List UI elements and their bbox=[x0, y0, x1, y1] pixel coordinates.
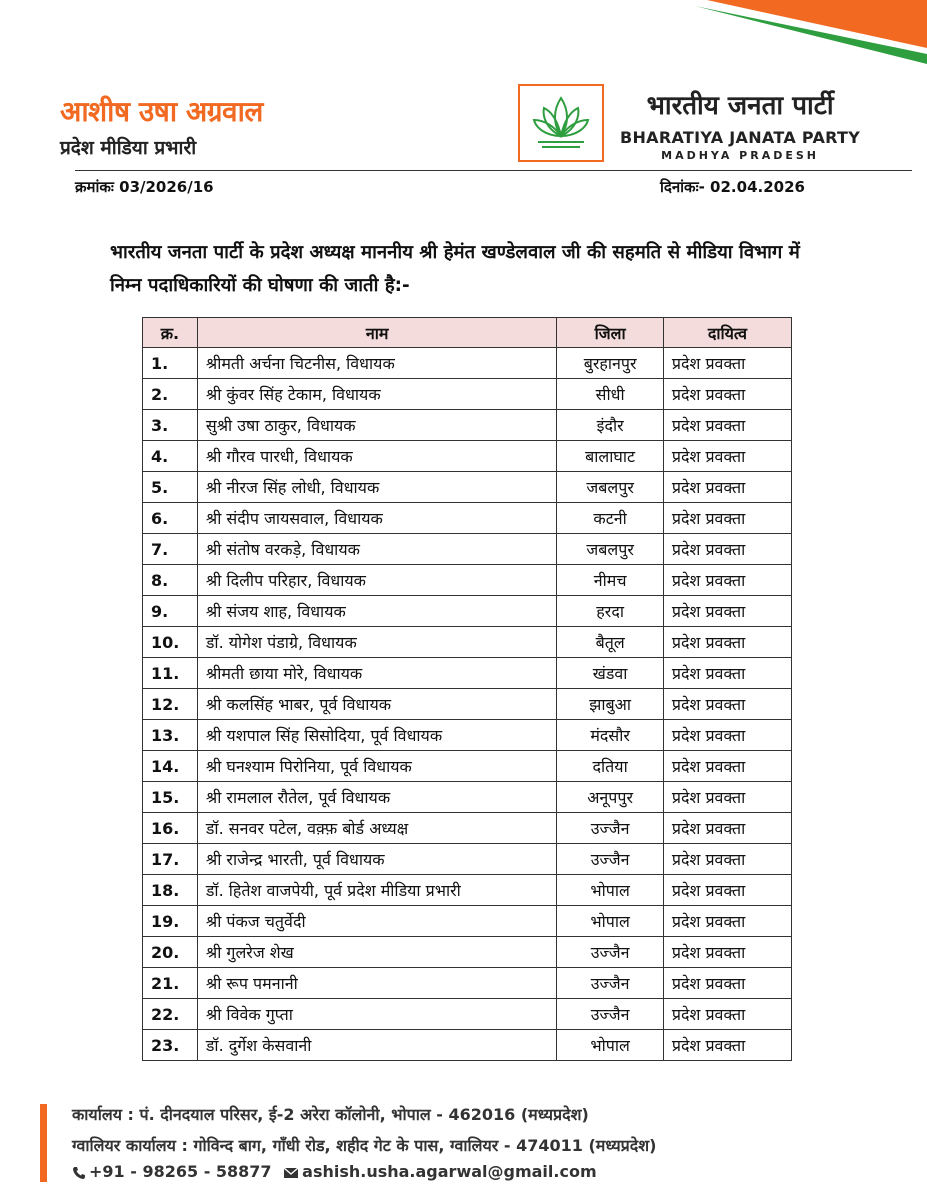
table-row bbox=[143, 441, 792, 472]
row-role: प्रदेश प्रवक्ता bbox=[663, 782, 791, 813]
party-name-hindi: भारतीय जनता पार्टी bbox=[646, 91, 834, 121]
row-name: श्रीमती छाया मोरे, विधायक bbox=[197, 658, 556, 689]
row-serial: 6. bbox=[143, 503, 198, 534]
row-district: उज्जैन bbox=[557, 999, 664, 1030]
table-row bbox=[143, 348, 792, 379]
row-name: श्री संदीप जायसवाल, विधायक bbox=[197, 503, 556, 534]
office-address: कार्यालय : पं. दीनदयाल परिसर, ई-2 अरेरा कॉलोनी, भोपाल - 462016 (मध्यप्रदेश) bbox=[72, 1105, 589, 1124]
row-serial: 1. bbox=[143, 348, 198, 379]
row-name: डॉ. हितेश वाजपेयी, पूर्व प्रदेश मीडिया प्रभारी bbox=[197, 875, 556, 906]
column-header-name: नाम bbox=[197, 318, 556, 348]
appointees-table bbox=[142, 317, 792, 1061]
row-district: कटनी bbox=[557, 503, 664, 534]
row-name: श्री रामलाल रौतेल, पूर्व विधायक bbox=[197, 782, 556, 813]
row-district: दतिया bbox=[557, 751, 664, 782]
row-role: प्रदेश प्रवक्ता bbox=[663, 844, 791, 875]
row-serial: 3. bbox=[143, 410, 198, 441]
table-row bbox=[143, 534, 792, 565]
row-role: प्रदेश प्रवक्ता bbox=[663, 410, 791, 441]
column-header-district: जिला bbox=[557, 318, 664, 348]
table-row bbox=[143, 968, 792, 999]
row-name: श्री गौरव पारधी, विधायक bbox=[197, 441, 556, 472]
row-district: मंदसौर bbox=[557, 720, 664, 751]
row-district: जबलपुर bbox=[557, 534, 664, 565]
row-serial: 15. bbox=[143, 782, 198, 813]
row-district: नीमच bbox=[557, 565, 664, 596]
row-role: प्रदेश प्रवक्ता bbox=[663, 503, 791, 534]
row-role: प्रदेश प्रवक्ता bbox=[663, 1030, 791, 1061]
column-header-role: दायित्व bbox=[663, 318, 791, 348]
row-serial: 22. bbox=[143, 999, 198, 1030]
party-state: MADHYA PRADESH bbox=[661, 149, 819, 162]
row-district: खंडवा bbox=[557, 658, 664, 689]
table-row bbox=[143, 720, 792, 751]
row-district: बालाघाट bbox=[557, 441, 664, 472]
row-serial: 23. bbox=[143, 1030, 198, 1061]
row-role: प्रदेश प्रवक्ता bbox=[663, 348, 791, 379]
row-district: उज्जैन bbox=[557, 968, 664, 999]
row-serial: 10. bbox=[143, 627, 198, 658]
intro-paragraph: भारतीय जनता पार्टी के प्रदेश अध्यक्ष माननीय श्री हेमंत खण्डेलवाल जी की सहमति से मीडिया विभाग में निम्न पदाधिकारियों की घोषणा की जाती है:- bbox=[110, 242, 800, 296]
row-district: भोपाल bbox=[557, 875, 664, 906]
row-serial: 7. bbox=[143, 534, 198, 565]
row-name: श्री संतोष वरकड़े, विधायक bbox=[197, 534, 556, 565]
phone-icon bbox=[72, 1166, 86, 1180]
row-role: प्रदेश प्रवक्ता bbox=[663, 596, 791, 627]
row-name: सुश्री उषा ठाकुर, विधायक bbox=[197, 410, 556, 441]
row-serial: 16. bbox=[143, 813, 198, 844]
row-role: प्रदेश प्रवक्ता bbox=[663, 441, 791, 472]
row-name: श्री पंकज चतुर्वेदी bbox=[197, 906, 556, 937]
row-serial: 21. bbox=[143, 968, 198, 999]
row-serial: 17. bbox=[143, 844, 198, 875]
row-district: बुरहानपुर bbox=[557, 348, 664, 379]
row-role: प्रदेश प्रवक्ता bbox=[663, 751, 791, 782]
row-district: इंदौर bbox=[557, 410, 664, 441]
row-name: श्री कुंवर सिंह टेकाम, विधायक bbox=[197, 379, 556, 410]
reference-line bbox=[75, 170, 912, 201]
row-district: उज्जैन bbox=[557, 937, 664, 968]
table-row bbox=[143, 596, 792, 627]
row-name: श्री संजय शाह, विधायक bbox=[197, 596, 556, 627]
column-header-serial: क्र. bbox=[143, 318, 198, 348]
reference-date: दिनांकः- 02.04.2026 bbox=[660, 178, 805, 196]
table-row bbox=[143, 813, 792, 844]
table-row bbox=[143, 875, 792, 906]
sender-name: आशीष उषा अग्रवाल bbox=[60, 95, 263, 128]
row-district: उज्जैन bbox=[557, 813, 664, 844]
row-serial: 19. bbox=[143, 906, 198, 937]
table-row bbox=[143, 627, 792, 658]
table-row bbox=[143, 565, 792, 596]
row-serial: 20. bbox=[143, 937, 198, 968]
row-name: डॉ. सनवर पटेल, वक़्फ़ बोर्ड अध्यक्ष bbox=[197, 813, 556, 844]
row-serial: 2. bbox=[143, 379, 198, 410]
footer-accent-bar bbox=[40, 1104, 47, 1182]
row-name: श्रीमती अर्चना चिटनीस, विधायक bbox=[197, 348, 556, 379]
row-name: श्री कलसिंह भाबर, पूर्व विधायक bbox=[197, 689, 556, 720]
row-name: श्री रूप पमनानी bbox=[197, 968, 556, 999]
table-row bbox=[143, 472, 792, 503]
table-row bbox=[143, 658, 792, 689]
row-serial: 8. bbox=[143, 565, 198, 596]
row-name: श्री विवेक गुप्ता bbox=[197, 999, 556, 1030]
row-district: सीधी bbox=[557, 379, 664, 410]
table-header-row bbox=[143, 318, 792, 348]
row-role: प्रदेश प्रवक्ता bbox=[663, 937, 791, 968]
row-district: भोपाल bbox=[557, 1030, 664, 1061]
row-role: प्रदेश प्रवक्ता bbox=[663, 720, 791, 751]
table-row bbox=[143, 503, 792, 534]
row-role: प्रदेश प्रवक्ता bbox=[663, 565, 791, 596]
row-role: प्रदेश प्रवक्ता bbox=[663, 689, 791, 720]
row-serial: 9. bbox=[143, 596, 198, 627]
row-district: हरदा bbox=[557, 596, 664, 627]
table-row bbox=[143, 1030, 792, 1061]
row-serial: 4. bbox=[143, 441, 198, 472]
row-district: उज्जैन bbox=[557, 844, 664, 875]
row-district: जबलपुर bbox=[557, 472, 664, 503]
reference-number: क्रमांकः 03/2026/16 bbox=[75, 178, 214, 196]
row-serial: 13. bbox=[143, 720, 198, 751]
lotus-logo bbox=[518, 84, 604, 162]
row-role: प्रदेश प्रवक्ता bbox=[663, 906, 791, 937]
sender-role: प्रदेश मीडिया प्रभारी bbox=[60, 137, 197, 159]
table-row bbox=[143, 751, 792, 782]
row-serial: 14. bbox=[143, 751, 198, 782]
row-district: अनूपपुर bbox=[557, 782, 664, 813]
mail-icon bbox=[283, 1167, 299, 1179]
table-row bbox=[143, 782, 792, 813]
row-serial: 12. bbox=[143, 689, 198, 720]
table-row bbox=[143, 689, 792, 720]
table-row bbox=[143, 410, 792, 441]
row-role: प्रदेश प्रवक्ता bbox=[663, 968, 791, 999]
row-role: प्रदेश प्रवक्ता bbox=[663, 379, 791, 410]
row-name: श्री राजेन्द्र भारती, पूर्व विधायक bbox=[197, 844, 556, 875]
footer bbox=[40, 1098, 900, 1190]
row-serial: 11. bbox=[143, 658, 198, 689]
row-role: प्रदेश प्रवक्ता bbox=[663, 534, 791, 565]
party-name-english: BHARATIYA JANATA PARTY bbox=[620, 128, 861, 147]
row-district: बैतूल bbox=[557, 627, 664, 658]
corner-stripe-decoration bbox=[627, 0, 927, 70]
row-district: झाबुआ bbox=[557, 689, 664, 720]
row-name: श्री यशपाल सिंह सिसोदिया, पूर्व विधायक bbox=[197, 720, 556, 751]
row-role: प्रदेश प्रवक्ता bbox=[663, 472, 791, 503]
phone-number[interactable]: +91 - 98265 - 58877 bbox=[89, 1162, 272, 1181]
row-role: प्रदेश प्रवक्ता bbox=[663, 627, 791, 658]
row-role: प्रदेश प्रवक्ता bbox=[663, 999, 791, 1030]
table-row bbox=[143, 999, 792, 1030]
table-row bbox=[143, 379, 792, 410]
email-address[interactable]: ashish.usha.agarwal@gmail.com bbox=[302, 1162, 597, 1181]
table-row bbox=[143, 844, 792, 875]
gwalior-office-address: ग्वालियर कार्यालय : गोविन्द बाग, गाँधी रोड, शहीद गेट के पास, ग्वालियर - 474011 (मध्यप्रदेश) bbox=[72, 1136, 657, 1155]
row-role: प्रदेश प्रवक्ता bbox=[663, 875, 791, 906]
row-name: श्री नीरज सिंह लोधी, विधायक bbox=[197, 472, 556, 503]
row-name: श्री घनश्याम पिरोनिया, पूर्व विधायक bbox=[197, 751, 556, 782]
row-role: प्रदेश प्रवक्ता bbox=[663, 658, 791, 689]
row-role: प्रदेश प्रवक्ता bbox=[663, 813, 791, 844]
row-district: भोपाल bbox=[557, 906, 664, 937]
table-row bbox=[143, 906, 792, 937]
row-name: श्री गुलरेज शेख bbox=[197, 937, 556, 968]
row-serial: 18. bbox=[143, 875, 198, 906]
row-name: डॉ. योगेश पंडाग्रे, विधायक bbox=[197, 627, 556, 658]
row-serial: 5. bbox=[143, 472, 198, 503]
sender-block bbox=[60, 92, 263, 160]
table-row bbox=[143, 937, 792, 968]
row-name: डॉ. दुर्गेश केसवानी bbox=[197, 1030, 556, 1061]
party-name-block bbox=[620, 86, 860, 162]
row-name: श्री दिलीप परिहार, विधायक bbox=[197, 565, 556, 596]
contact-line bbox=[72, 1162, 597, 1181]
